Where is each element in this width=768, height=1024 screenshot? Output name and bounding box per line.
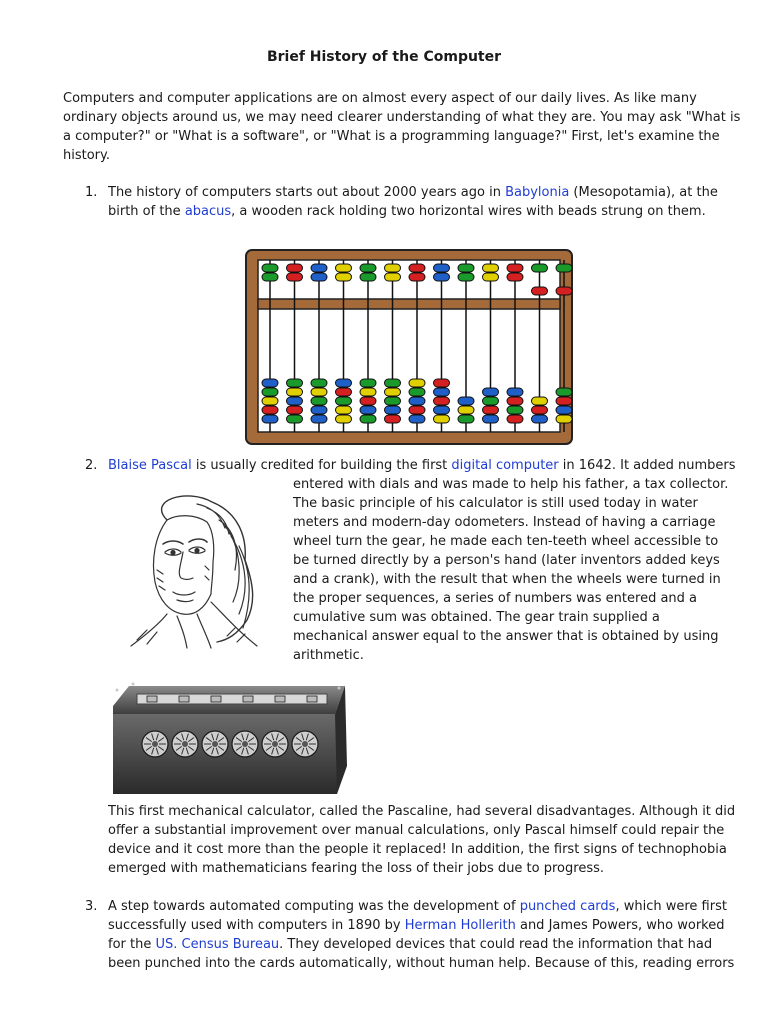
list-number: 2. (85, 458, 98, 473)
babylonia-link[interactable]: Babylonia (505, 185, 570, 200)
pascaline-image (107, 680, 349, 796)
page-title: Brief History of the Computer (266, 49, 502, 65)
pascaline-paragraph: This first mechanical calculator, called the Pascaline, had several disadvantages. Although it did offer a substantial improvement over manual calculations, only Pascal himself could repair the device and it cost more than the people it replaced! In addition, the first signs of technophobia emerged with mathematicians fearing the loss of their jobs due to progress. (108, 804, 736, 876)
item2-first-line: Blaise Pascal is usually credited for building the first digital computer in 1642. It added numbers (108, 458, 736, 473)
intro-line: Computers and computer applications are on almost every aspect of our daily lives. As like many (63, 91, 697, 106)
intro-line: history. (63, 148, 110, 163)
item2-body: entered with dials and was made to help his father, a tax collector. The basic principle of his calculator is still used today in water meters and modern-day odometers. Instead of having a carriage wheel turn the gear, he made each ten-teeth wheel accessible to be turned directly by a person's hand (later inventors added keys and a crank), with the result that when the wheels were turned in the proper sequences, a series of numbers was entered and a cumulative sum was obtained. The gear train supplied a mechanical answer equal to the answer that is obtained by using arithmetic. (293, 477, 729, 663)
us-census-bureau-link[interactable]: US. Census Bureau (155, 937, 280, 952)
abacus-link[interactable]: abacus (184, 204, 232, 219)
abacus-image (243, 247, 575, 447)
blaise-pascal-portrait (107, 490, 279, 650)
punched-cards-link[interactable]: punched cards (519, 899, 616, 914)
item1-text: The history of computers starts out about 2000 years ago in Babylonia (Mesopotamia), at the birth of the abacus, a wooden rack holding two horizontal wires with beads strung on them. (108, 185, 718, 219)
intro-line: a computer?" or "What is a software", or "What is a programming language?" First, let's examine the (63, 129, 720, 144)
list-number: 1. (85, 185, 98, 200)
blaise-pascal-link[interactable]: Blaise Pascal (108, 458, 192, 473)
list-number: 3. (85, 899, 98, 914)
intro-line: ordinary objects around us, we may need clearer understanding of what they are. You may ask "What is (63, 110, 741, 125)
item3-text: A step towards automated computing was the development of punched cards, which were first successfully used with computers in 1890 by Herman Hollerith and James Powers, who worked for the US. Census Bureau. They developed devices that could read the information that had been punched into the cards automatically, without human help. Because of this, reading errors (108, 899, 735, 971)
herman-hollerith-link[interactable]: Herman Hollerith (404, 918, 516, 933)
intro-paragraph (63, 89, 741, 165)
digital-computer-link[interactable]: digital computer (451, 458, 559, 473)
